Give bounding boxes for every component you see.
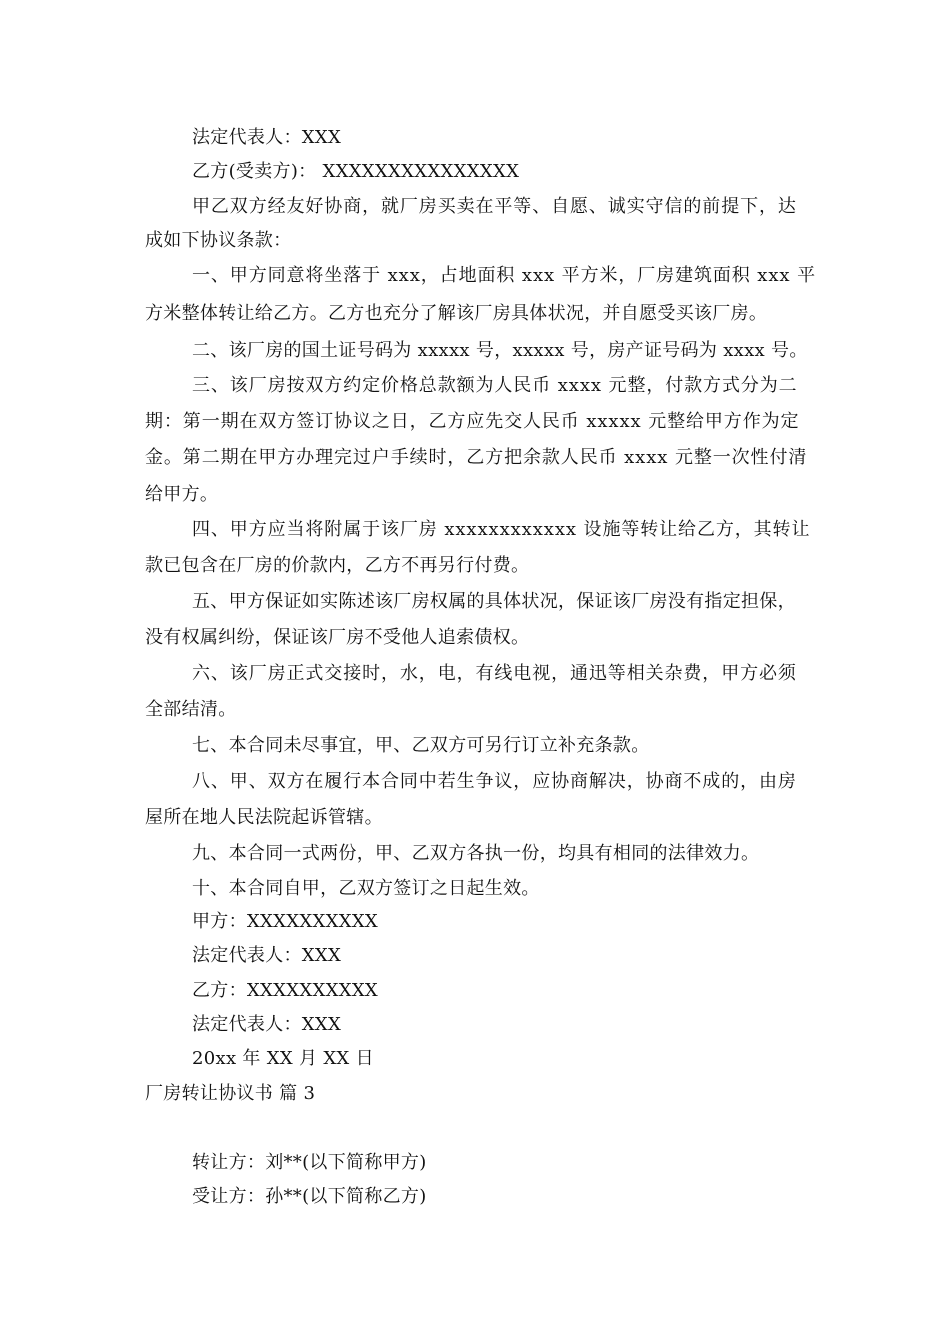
clause-6-line: 全部结清。 [145,699,237,720]
signature-date: 20xx 年 XX 月 XX 日 [192,1048,374,1069]
signature-party-b-representative: 法定代表人：XXX [192,1014,342,1035]
clause-6-line: 六、该厂房正式交接时，水，电，有线电视，通迅等相关杂费，甲方必须 [192,663,797,684]
legal-representative-line: 法定代表人：XXX [192,127,342,148]
preamble-line: 甲乙双方经友好协商，就厂房买卖在平等、自愿、诚实守信的前提下，达 [192,196,797,217]
clause-7-line: 七、本合同未尽事宜，甲、乙双方可另行订立补充条款。 [192,735,650,756]
clause-4-line: 款已包含在厂房的价款内，乙方不再另行付费。 [145,555,530,576]
clause-3-line: 金。第二期在甲方办理完过户手续时，乙方把余款人民币 xxxx 元整一次性付清 [145,447,808,468]
clause-10-line: 十、本合同自甲，乙双方签订之日起生效。 [192,878,540,899]
clause-5-line: 没有权属纠纷，保证该厂房不受他人追索债权。 [145,627,530,648]
clause-3-line: 三、该厂房按双方约定价格总款额为人民币 xxxx 元整，付款方式分为二 [192,375,798,396]
clause-1-line: 一、甲方同意将坐落于 xxx，占地面积 xxx 平方米，厂房建筑面积 xxx 平 [192,265,816,286]
signature-party-a: 甲方：XXXXXXXXXX [192,911,379,932]
clause-3-line: 期：第一期在双方签订协议之日，乙方应先交人民币 xxxxx 元整给甲方作为定 [145,411,800,432]
clause-8-line: 屋所在地人民法院起诉管辖。 [145,807,383,828]
clause-9-line: 九、本合同一式两份，甲、乙双方各执一份，均具有相同的法律效力。 [192,843,760,864]
clause-1-line: 方米整体转让给乙方。乙方也充分了解该厂房具体状况，并自愿受买该厂房。 [145,303,768,324]
clause-8-line: 八、甲、双方在履行本合同中若生争议，应协商解决，协商不成的，由房 [192,771,797,792]
clause-5-line: 五、甲方保证如实陈述该厂房权属的具体状况，保证该厂房没有指定担保， [192,591,796,612]
party-b-buyer-line: 乙方(受卖方)： XXXXXXXXXXXXXXX [192,161,520,182]
section-heading: 厂房转让协议书 篇 3 [145,1083,316,1104]
clause-3-line: 给甲方。 [145,484,219,505]
clause-2-line: 二、该厂房的国土证号码为 xxxxx 号，xxxxx 号，房产证号码为 xxxx 号。 [192,340,808,361]
clause-4-line: 四、甲方应当将附属于该厂房 xxxxxxxxxxxx 设施等转让给乙方，其转让 [192,519,811,540]
signature-party-b: 乙方：XXXXXXXXXX [192,980,379,1001]
transferee-line: 受让方：孙**(以下简称乙方) [192,1186,427,1207]
preamble-line: 成如下协议条款： [145,230,292,251]
transferor-line: 转让方：刘**(以下简称甲方) [192,1152,427,1173]
signature-party-a-representative: 法定代表人：XXX [192,945,342,966]
